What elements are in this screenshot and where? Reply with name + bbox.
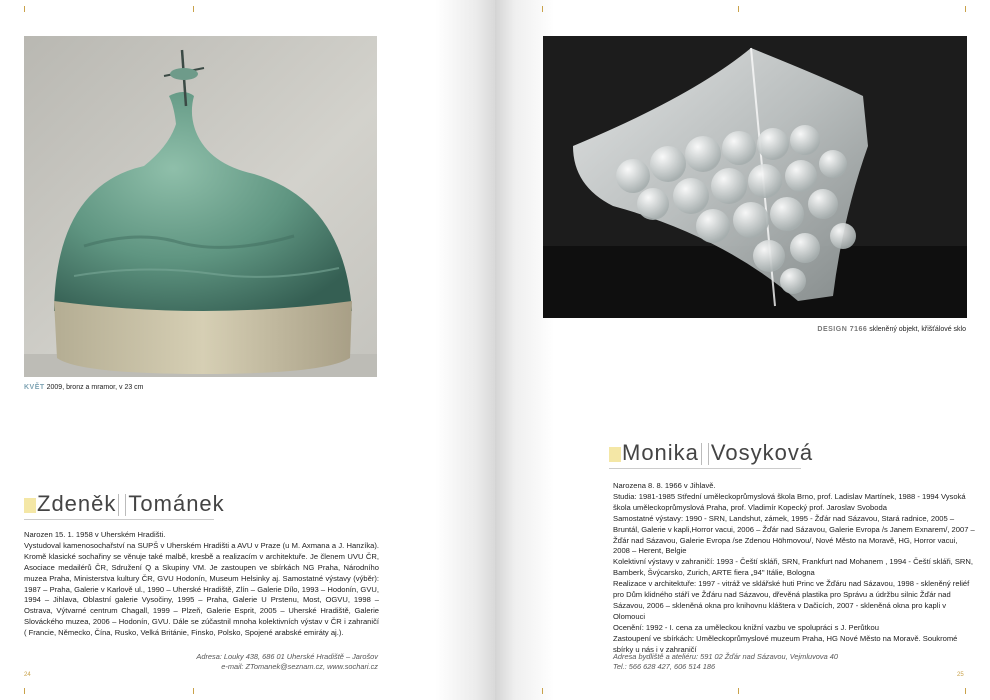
bio-paragraph: Narozen 15. 1. 1958 v Uherském Hradišti. — [24, 530, 166, 539]
name-square-marker — [24, 498, 36, 513]
email-web: e-mail: ZTomanek@seznam.cz, www.sochari.cz — [221, 662, 378, 671]
artwork-details: skleněný objekt, křišťálové sklo — [869, 326, 966, 333]
artist-first-name: Zdeněk — [37, 491, 117, 516]
name-underline — [609, 468, 801, 469]
name-square-marker — [609, 447, 621, 462]
sculpture-photo-design — [543, 36, 967, 318]
artist-name — [24, 491, 225, 517]
contact-block — [613, 652, 838, 672]
sculpture-photo-kvet — [24, 36, 377, 377]
crop-mark — [193, 6, 194, 12]
crop-mark — [965, 6, 966, 12]
bio-paragraph: Ocenění: 1992 - I. cena za uměleckou knižní vazbu ve spolupráci s J. Perůtkou — [613, 622, 879, 632]
bio-paragraph: Samostatné výstavy: 1990 - SRN, Landshut, zámek, 1995 - Žďár nad Sázavou, Stará radnice, 2005 – Bruntál, Galerie v kapli,Horror vacui, 2006 – Žďár nad Sázavou, Galerie Evropa /s Janem Exnarem/, 2007 – Žďár nad Sázavou, Galerie Evropa /se Zdenou Höhmovou/, Nové Město na Moravě, HG, Horror vacui, 2008 – Herent, Belgie — [613, 513, 975, 556]
artwork-title: DESIGN 7166 — [817, 326, 868, 333]
bio-paragraph: Realizace v architektuře: 1997 - vitráž ve sklářské huti Princ ve Žďáru nad Sázavou, 1998 - skleněný reliéf pro Dům klidného stáří ve Žďáru nad Sázavou, dřevěná plastika pro Správu a údržbu silnic Žďár nad Sázavou, 2006 – skleněná okna pro knihovnu kláštera v Dačicích, 2007 - skleněná okna pro kapli v Olomouci — [613, 579, 970, 621]
artwork-title: KVĚT — [24, 384, 45, 391]
artwork-caption — [24, 384, 144, 391]
artwork-details: 2009, bronz a mramor, v 23 cm — [46, 384, 144, 391]
bio-paragraph: Narozena 8. 8. 1966 v Jihlavě. — [613, 481, 716, 490]
artist-name — [609, 440, 813, 466]
crop-mark — [965, 688, 966, 694]
page-number: 24 — [24, 672, 31, 678]
phone-number: Tel.: 566 628 427, 606 514 186 — [613, 662, 716, 671]
postal-address: Adresa bydliště a ateliéru: 591 02 Žďár nad Sázavou, Vejmluvova 40 — [613, 652, 838, 661]
name-separator — [118, 494, 126, 516]
name-underline — [24, 519, 214, 520]
crop-mark — [542, 688, 543, 694]
artist-last-name: Tománek — [128, 491, 225, 516]
artist-bio — [24, 530, 379, 639]
crop-mark — [24, 688, 25, 694]
bio-paragraph: Zastoupení ve sbírkách: Uměleckoprůmyslové muzeum Praha, HG Nové Město na Moravě. Soukromé sbírky u nás i v zahraničí — [613, 633, 958, 654]
bio-paragraph: Kolektivní výstavy v zahraničí: 1993 - Čeští skláři, SRN, Frankfurt nad Mohanem , 1994 - Čeští skláři, SRN, Bamberk, Švýcarsko, Zurich, ARTE fiera „94" Itálie, Bologna — [613, 557, 973, 578]
contact-block — [110, 652, 378, 672]
crop-mark — [738, 6, 739, 12]
right-page — [495, 0, 990, 700]
artist-first-name: Monika — [622, 440, 699, 465]
crop-mark — [542, 6, 543, 12]
name-separator — [701, 443, 709, 465]
artist-last-name: Vosyková — [710, 440, 814, 465]
postal-address: Adresa: Louky 438, 686 01 Uherské Hradiště – Jarošov — [196, 652, 378, 661]
artwork-caption — [817, 326, 966, 333]
bio-paragraph: Vystudoval kamenosochařství na SUPŠ v Uherském Hradišti a AVU v Praze (u M. Axmana a J. Hanzíka). Kromě klasické sochařiny se věnuje také malbě, kresbě a realizacím v architektuře. Je členem UVU ČR, Asociace medailérů ČR, Sdružení Q a Skupiny VM. Je zastoupen ve sbírkách NG Praha, Národního muzea Praha, Ministerstva kultury ČR, GVU Hodonín, Museum Helsinky aj. Samostatné výstavy (výběr): 1987 – Praha, Galerie v Karlově ul., 1990 – Uherské Hradiště, Zlín – Galerie Dílo, 1993 – Hodonín, GVU, 1994 – Jihlava, Oblastní galerie Vysočiny, 1995 – Praha, Galerie U Prstenu, Most, OGVU, 1998 – Ostrava, Výtvarné centrum Chagall, 1999 – Plzeň, Galerie Esprit, 2005 – Uherské Hradiště, Galerie Slováckého muzea, 2006 – Hodonín, GVU. Dále se zúčastnil mnoha kolektivních výstav v ČR i zahraničí ( Francie, Německo, Čína, Rusko, Velká Británie, Finsko, Polsko, Spojené arabské emiráty aj.). — [24, 540, 379, 638]
crop-mark — [738, 688, 739, 694]
artist-bio — [613, 481, 975, 656]
bio-paragraph: Studia: 1981-1985 Střední uměleckoprůmyslová škola Brno, prof. Ladislav Martínek, 1988 - 1994 Vysoká škola uměleckoprůmyslová Praha, prof. Vladimír Kopecký prof. Jaroslav Svoboda — [613, 491, 966, 512]
page-number: 25 — [957, 672, 964, 678]
crop-mark — [24, 6, 25, 12]
crop-mark — [193, 688, 194, 694]
